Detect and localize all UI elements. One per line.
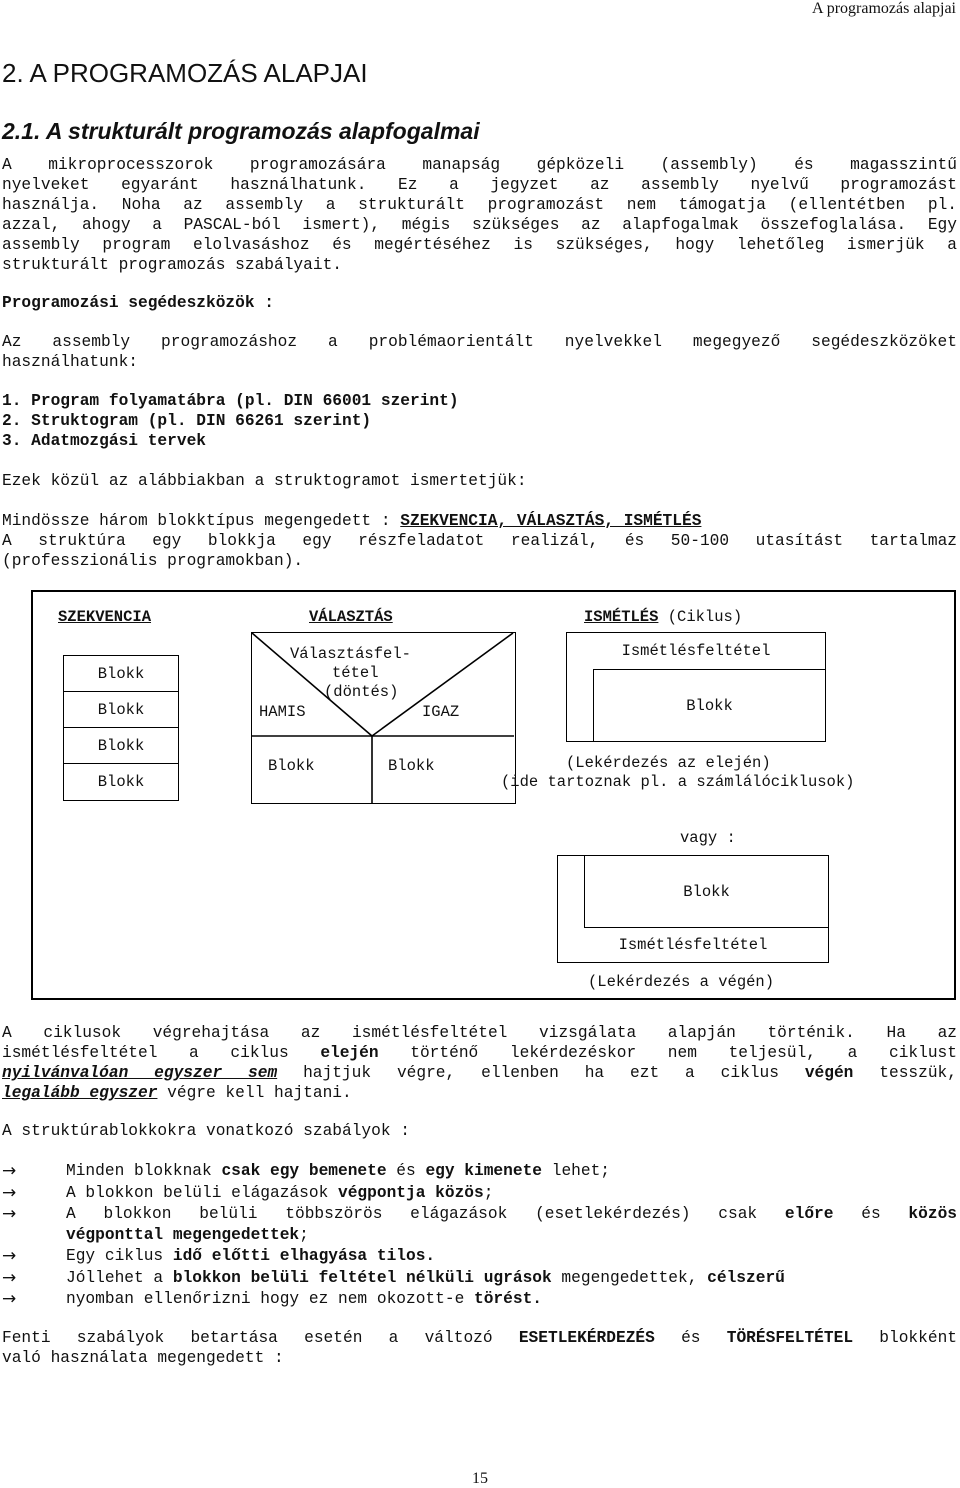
rules-list bbox=[2, 1161, 957, 1311]
repetition-note: (ide tartoznak pl. a számlálóciklusok) bbox=[501, 773, 855, 791]
intro-paragraph bbox=[2, 155, 957, 275]
text-run: blokként bbox=[853, 1329, 957, 1347]
repetition-block-top: Blokk bbox=[686, 696, 733, 715]
text-run: és bbox=[386, 1162, 426, 1180]
list-item: 2. Struktogram (pl. DIN 66261 szerint) bbox=[2, 412, 372, 430]
text-run: hajtjuk végre, ellenben ha ezt a ciklus bbox=[277, 1064, 805, 1082]
rule-line bbox=[2, 1225, 957, 1247]
text-run: lehet; bbox=[542, 1162, 611, 1180]
arrow-icon: → bbox=[2, 1289, 17, 1309]
arrow-icon: → bbox=[2, 1204, 17, 1224]
emphasis: legalább egyszer bbox=[2, 1084, 158, 1102]
block-types-prefix: Mindössze három blokktípus megengedett : bbox=[2, 512, 401, 530]
repetition-body-bottom bbox=[584, 856, 828, 928]
text-run: Jóllehet a bbox=[66, 1268, 173, 1287]
repetition-note: (Lekérdezés az elején) bbox=[566, 754, 771, 772]
emphasis: blokkon belüli feltétel nélküli ugrások bbox=[172, 1268, 552, 1287]
list-item bbox=[2, 1183, 957, 1205]
block-types-list: SZEKVENCIA, VÁLASZTÁS, ISMÉTLÉS bbox=[400, 512, 702, 530]
emphasis: végpontja közös bbox=[338, 1183, 484, 1202]
section-title: 2.1. A strukturált programozás alapfogalmai bbox=[2, 118, 480, 144]
text-run: ; bbox=[299, 1225, 309, 1244]
repetition-note: (Lekérdezés a végén) bbox=[588, 973, 775, 991]
running-header: A programozás alapjai bbox=[812, 0, 956, 17]
text-run: nyomban ellenőrizni hogy ez nem okozott-e bbox=[66, 1290, 474, 1308]
repetition-block-bottom: Blokk bbox=[683, 882, 730, 901]
list-item bbox=[2, 1289, 957, 1311]
repetition-condition-bottom: Ismétlésfeltétel bbox=[618, 936, 768, 954]
selection-condition-note: (döntés) bbox=[324, 683, 399, 701]
arrow-icon: → bbox=[2, 1161, 17, 1181]
rules-heading: A struktúrablokkokra vonatkozó szabályok : bbox=[2, 1122, 410, 1140]
repetition-bottom-test bbox=[557, 855, 829, 963]
repetition-title-suffix: (Ciklus) bbox=[658, 608, 743, 626]
loop-line: A ciklusok végrehajtása az ismétlésfeltétel vizsgálata alapján történik. Ha az bbox=[2, 1024, 957, 1042]
struktogram-intro: Ezek közül az alábbiakban a struktogramot ismertetjük: bbox=[2, 472, 527, 490]
emphasis: idő előtti elhagyása tilos. bbox=[172, 1247, 436, 1265]
loop-line bbox=[2, 1083, 957, 1103]
repetition-body-top bbox=[593, 669, 825, 741]
list-item bbox=[2, 1204, 957, 1246]
repetition-condition-top: Ismétlésfeltétel bbox=[621, 642, 771, 660]
text-run: Egy ciklus bbox=[66, 1247, 173, 1265]
intro-line: használja. Noha az assembly a strukturált programozást nem támogatja (ellentétben pl. bbox=[2, 196, 957, 214]
text-run: Minden blokknak bbox=[66, 1162, 222, 1180]
block-desc-line: A struktúra egy blokkja egy részfeladatot realizál, és 50-100 utasítást tartalmaz bbox=[2, 532, 957, 550]
emphasis: elején bbox=[320, 1044, 379, 1062]
sequence-item: Blokk bbox=[64, 728, 178, 764]
list-item bbox=[2, 1246, 957, 1268]
selection-condition-line: Választásfel- bbox=[290, 645, 411, 663]
final-line bbox=[2, 1328, 957, 1348]
emphasis: TÖRÉSFELTÉTEL bbox=[726, 1329, 854, 1347]
intro-line: azzal, ahogy a PASCAL-ból ismert), mégis szükséges az alapfogalmak összefoglalása. Egy bbox=[2, 216, 957, 234]
or-label: vagy : bbox=[680, 829, 736, 847]
tools-heading: Programozási segédeszközök : bbox=[2, 294, 274, 312]
list-item: 1. Program folyamatábra (pl. DIN 66001 szerint) bbox=[2, 392, 459, 410]
emphasis: végponttal megengedettek bbox=[66, 1225, 300, 1244]
selection-condition-line: tétel bbox=[332, 664, 379, 682]
selection-block-left: Blokk bbox=[268, 757, 315, 775]
loop-line bbox=[2, 1043, 957, 1063]
emphasis: végén bbox=[804, 1064, 854, 1082]
list-item: 3. Adatmozgási tervek bbox=[2, 432, 206, 450]
intro-line: strukturált programozás szabályait. bbox=[2, 256, 342, 274]
rule-line bbox=[66, 1204, 957, 1226]
emphasis: előre bbox=[784, 1205, 834, 1223]
repetition-title bbox=[584, 608, 742, 626]
block-types-paragraph bbox=[2, 511, 957, 571]
selection-true-label: IGAZ bbox=[422, 703, 460, 721]
text-run: ismétlésfeltétel a ciklus bbox=[2, 1044, 321, 1062]
tools-list bbox=[2, 391, 957, 451]
selection-block bbox=[251, 632, 516, 804]
emphasis: törést. bbox=[474, 1290, 542, 1308]
text-run: végre kell hajtani. bbox=[157, 1084, 352, 1102]
text-run: ; bbox=[483, 1183, 494, 1202]
repetition-top-test bbox=[566, 632, 826, 742]
sequence-item: Blokk bbox=[97, 773, 145, 791]
text-run: megengedettek, bbox=[551, 1268, 708, 1287]
tools-intro-line: használhatunk: bbox=[2, 353, 138, 371]
block-types-line bbox=[2, 511, 957, 531]
emphasis: egy kimenete bbox=[425, 1162, 543, 1180]
sequence-item: Blokk bbox=[64, 692, 178, 728]
text-run: és bbox=[833, 1205, 909, 1223]
text-run: tesszük, bbox=[853, 1064, 957, 1082]
intro-line: assembly program elolvasáshoz és megértéséhez is szükséges, hogy lehetőleg ismerjük a bbox=[2, 236, 957, 254]
struktogram-diagram bbox=[31, 590, 956, 1000]
arrow-icon: → bbox=[2, 1267, 17, 1288]
text-run: A blokkon belüli elágazások bbox=[66, 1183, 338, 1202]
emphasis: közös bbox=[908, 1205, 957, 1223]
list-item bbox=[2, 1268, 957, 1290]
arrow-icon: → bbox=[2, 1246, 17, 1266]
final-line: való használata megengedett : bbox=[2, 1349, 284, 1367]
loop-line bbox=[2, 1063, 957, 1083]
chapter-title: 2. A PROGRAMOZÁS ALAPJAI bbox=[2, 58, 368, 88]
selection-false-label: HAMIS bbox=[259, 703, 306, 721]
intro-line: A mikroprocesszorok programozására manapság gépközeli (assembly) és magasszintű bbox=[2, 156, 957, 174]
selection-title: VÁLASZTÁS bbox=[309, 608, 393, 626]
emphasis: csak egy bemenete bbox=[221, 1162, 387, 1180]
emphasis: ESETLEKÉRDEZÉS bbox=[518, 1329, 655, 1347]
emphasis: nyilvánvalóan egyszer sem bbox=[2, 1064, 278, 1082]
final-paragraph bbox=[2, 1328, 957, 1368]
text-run: Fenti szabályok betartása esetén a változó bbox=[2, 1329, 519, 1347]
text-run: A blokkon belüli többszörös elágazások (esetlekérdezés) csak bbox=[66, 1205, 785, 1223]
tools-intro bbox=[2, 332, 957, 372]
list-item bbox=[2, 1161, 957, 1183]
text-run: történő lekérdezéskor nem teljesül, a ciklust bbox=[378, 1044, 957, 1062]
page-number: 15 bbox=[472, 1470, 488, 1487]
sequence-title: SZEKVENCIA bbox=[58, 608, 152, 626]
arrow-icon: → bbox=[2, 1182, 17, 1203]
emphasis: célszerű bbox=[707, 1268, 785, 1287]
sequence-item: Blokk bbox=[64, 656, 178, 692]
text-run: és bbox=[654, 1329, 727, 1347]
repetition-title-main: ISMÉTLÉS bbox=[584, 608, 659, 626]
block-desc-line: (professzionális programokban). bbox=[2, 552, 304, 570]
loop-paragraph bbox=[2, 1023, 957, 1103]
intro-line: nyelveket egyaránt használhatunk. Ez a jegyzet az assembly nyelvű programozást bbox=[2, 176, 957, 194]
tools-intro-line: Az assembly programozáshoz a problémaorientált nyelvekkel megegyező segédeszközöket bbox=[2, 333, 957, 351]
selection-block-right: Blokk bbox=[388, 757, 435, 775]
sequence-block bbox=[63, 655, 179, 801]
